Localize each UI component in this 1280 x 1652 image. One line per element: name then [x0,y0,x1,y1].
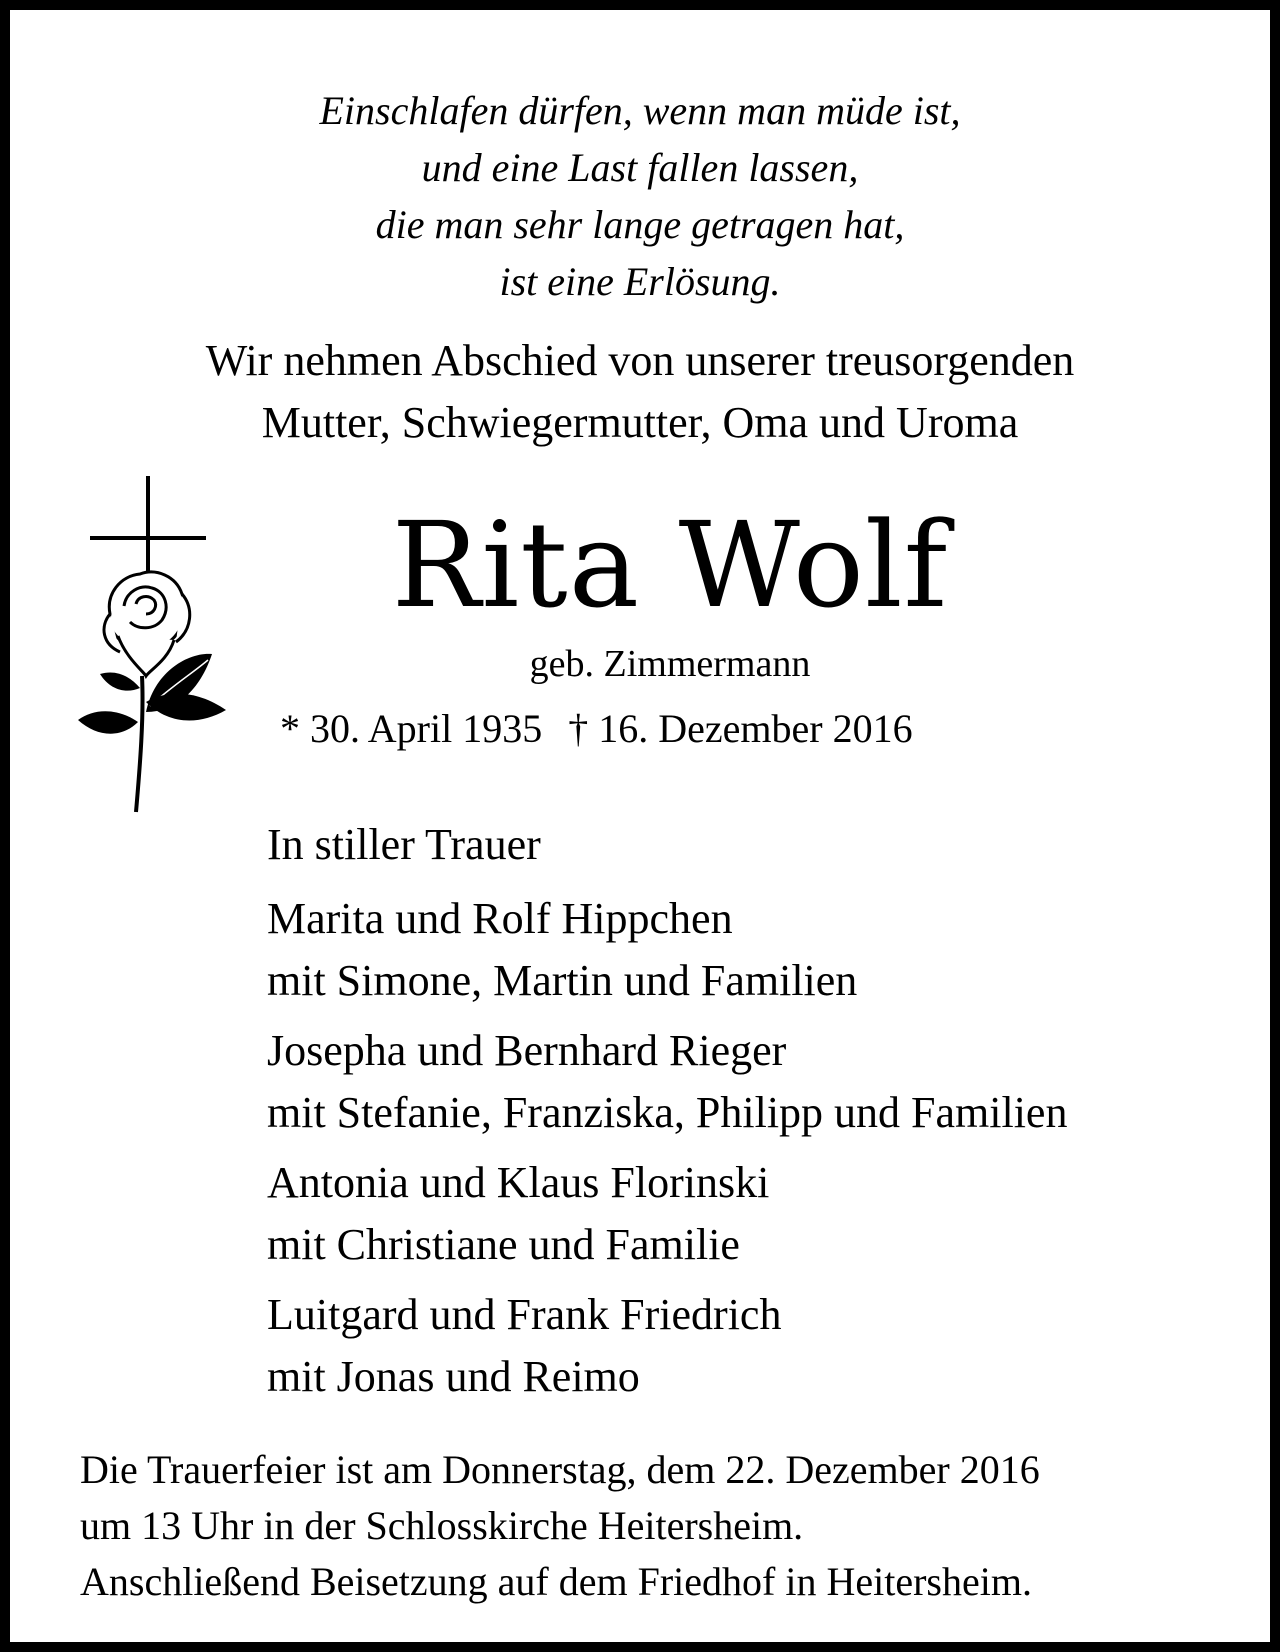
mourners-lead: In stiller Trauer [267,820,541,869]
service-line: Anschließend Beisetzung auf dem Friedhof in Heitersheim. [80,1559,1032,1604]
mourner-family-line: Antonia und Klaus Florinski [267,1158,770,1207]
mourner-family-line: Luitgard und Frank Friedrich [267,1290,782,1339]
birth-date: * 30. April 1935 [280,706,543,751]
mourner-family-line: mit Stefanie, Franziska, Philipp und Familien [267,1088,1068,1137]
mourner-family-line: Josepha und Bernhard Rieger [267,1026,787,1075]
funeral-service-info [80,1442,1040,1610]
verse [10,82,1270,310]
intro-line: Wir nehmen Abschied von unserer treusorgenden [205,336,1075,385]
service-line: um 13 Uhr in der Schlosskirche Heitersheim. [80,1503,804,1548]
service-line: Die Trauerfeier ist am Donnerstag, dem 22. Dezember 2016 [80,1447,1040,1492]
rose-leaf [146,694,226,721]
intro-text [10,330,1270,454]
mourner-family-line: mit Jonas und Reimo [267,1352,640,1401]
intro-line: Mutter, Schwiegermutter, Oma und Uroma [261,398,1019,447]
verse-line: ist eine Erlösung. [499,259,781,304]
verse-line: die man sehr lange getragen hat, [375,202,905,247]
mourner-family [267,1020,1067,1144]
mourner-family-line: mit Christiane und Familie [267,1220,740,1269]
mourner-family-line: mit Simone, Martin und Familien [267,956,858,1005]
life-dates [280,704,913,754]
rose-stem [136,676,143,812]
verse-line: Einschlafen dürfen, wenn man müde ist, [319,88,961,133]
maiden-name: geb. Zimmermann [529,643,811,685]
death-date: † 16. Dezember 2016 [568,706,913,751]
verse-line: und eine Last fallen lassen, [421,145,859,190]
mourner-family [267,888,1067,1012]
mourner-family [267,1152,1067,1276]
mourner-family [267,1284,1067,1408]
deceased-name: Rita Wolf [391,496,949,634]
mourner-family-line: Marita und Rolf Hippchen [267,894,733,943]
mourners-list [267,814,1067,1416]
rose-leaf [78,711,138,734]
